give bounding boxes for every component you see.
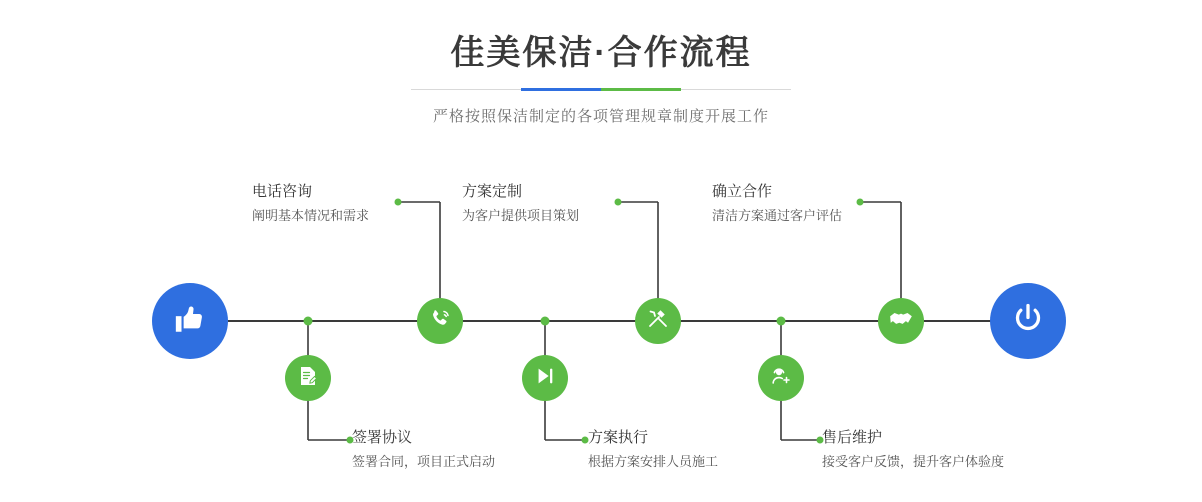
step-title-3: 方案定制	[462, 183, 523, 200]
thumbs-up-icon	[173, 302, 207, 341]
end-node[interactable]	[990, 283, 1066, 359]
step-node-4[interactable]	[522, 355, 568, 401]
step-title-5: 确立合作	[712, 183, 773, 200]
step-desc-5: 清洁方案通过客户评估	[712, 208, 843, 223]
page-header	[0, 30, 1202, 126]
step-node-1[interactable]	[417, 298, 463, 344]
step-title-4: 方案执行	[588, 429, 649, 446]
divider-accent-blue	[521, 88, 601, 91]
step-label-5	[712, 182, 842, 226]
step-node-2[interactable]	[285, 355, 331, 401]
step-desc-2: 签署合同，项目正式启动	[352, 454, 496, 469]
step-node-3[interactable]	[635, 298, 681, 344]
step-title-1: 电话咨询	[252, 183, 313, 200]
start-node[interactable]	[152, 283, 228, 359]
step-node-5[interactable]	[878, 298, 924, 344]
step-label-2	[352, 428, 495, 472]
step-desc-6: 接受客户反馈，提升客户体验度	[822, 454, 1005, 469]
step-label-6	[822, 428, 1004, 472]
document-edit-icon	[296, 364, 320, 393]
title-divider	[411, 88, 791, 91]
divider-accent-green	[601, 88, 681, 91]
step-desc-1: 阐明基本情况和需求	[252, 208, 370, 223]
handshake-icon	[888, 306, 914, 337]
customer-support-icon	[769, 364, 793, 393]
step-label-4	[588, 428, 718, 472]
phone-call-icon	[428, 307, 452, 336]
tools-icon	[646, 307, 670, 336]
step-node-6[interactable]	[758, 355, 804, 401]
step-desc-4: 根据方案安排人员施工	[588, 454, 719, 469]
step-title-6: 售后维护	[822, 429, 883, 446]
step-title-2: 签署协议	[352, 429, 413, 446]
step-label-3	[462, 182, 579, 226]
step-desc-3: 为客户提供项目策划	[462, 208, 580, 223]
power-icon	[1010, 301, 1046, 342]
step-label-1	[252, 182, 369, 226]
page-title: 佳美保洁·合作流程	[450, 34, 752, 72]
process-timeline	[0, 150, 1202, 502]
play-next-icon	[534, 365, 556, 392]
page-subtitle: 严格按照保洁制定的各项管理规章制度开展工作	[432, 108, 769, 125]
